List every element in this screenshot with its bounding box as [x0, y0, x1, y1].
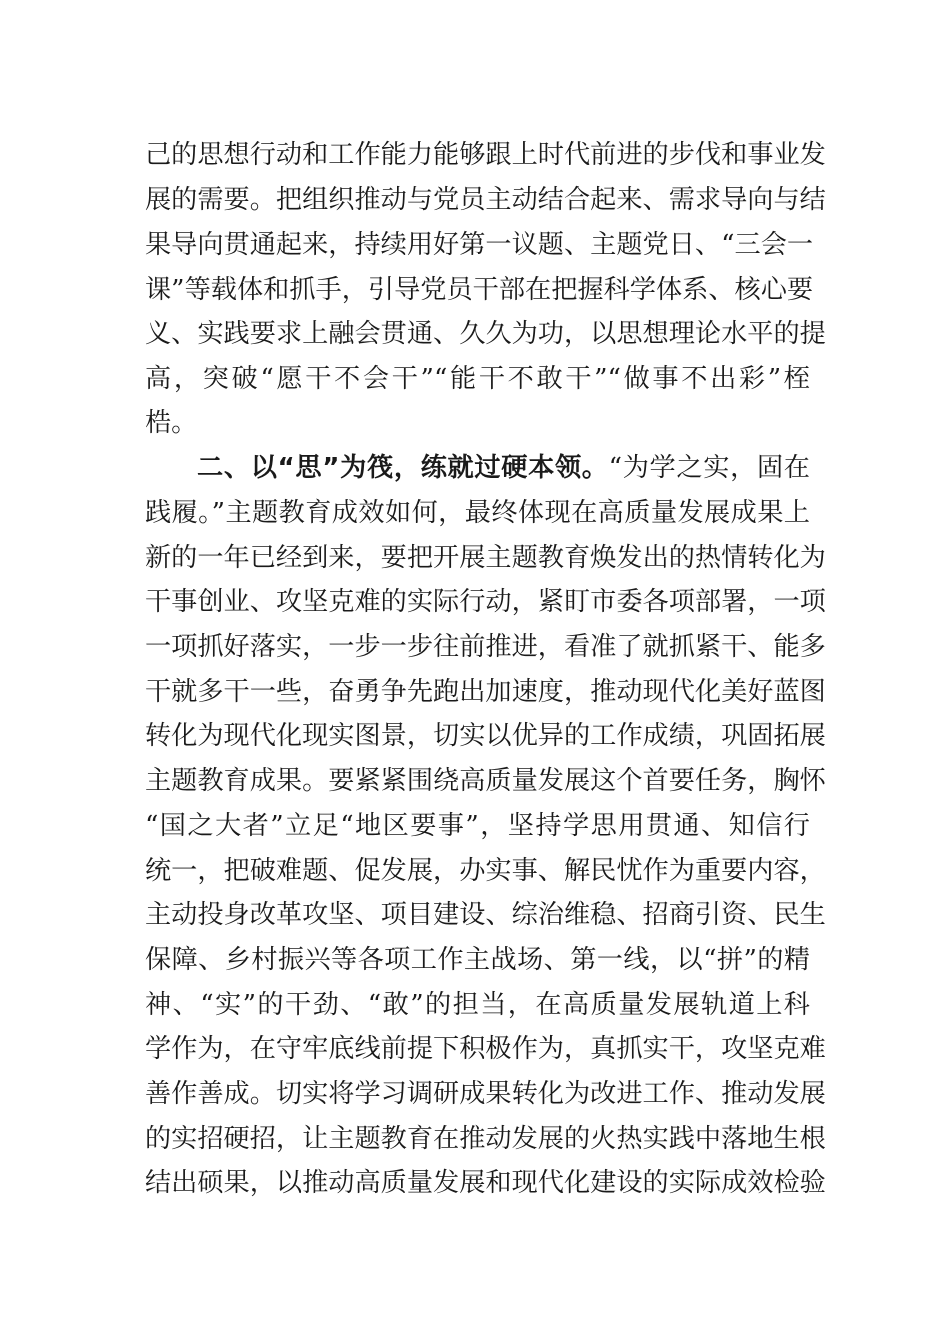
first-line-text: “为学之实，固在 [608, 453, 810, 483]
text-line: 结出硕果，以推动高质量发展和现代化建设的实际成效检验 [145, 1168, 826, 1198]
text-line: 统一，把破难题、促发展，办实事、解民忧作为重要内容， [145, 856, 826, 886]
text-line: 保障、乡村振兴等各项工作主战场、第一线，以“拼”的精 [145, 945, 810, 975]
text-line: 践履。”主题教育成效如何，最终体现在高质量发展成果上 [145, 498, 810, 528]
text-line: 己的思想行动和工作能力能够跟上时代前进的步伐和事业发 [145, 140, 826, 170]
text-line: 新的一年已经到来，要把开展主题教育焕发出的热情转化为 [145, 543, 826, 573]
text-line: 义、实践要求上融会贯通、久久为功，以思想理论水平的提 [145, 319, 826, 349]
text-line: 果导向贯通起来，持续用好第一议题、主题党日、“三会一 [145, 230, 814, 260]
text-line: 主题教育成果。要紧紧围绕高质量发展这个首要任务，胸怀 [145, 766, 826, 796]
text-line: 一项抓好落实，一步一步往前推进，看准了就抓紧干、能多 [145, 632, 826, 662]
text-line: 转化为现代化现实图景，切实以优异的工作成绩，巩固拓展 [145, 721, 826, 751]
section-heading: 二、以“思”为筏，练就过硬本领。 [197, 453, 609, 483]
text-line: 展的需要。把组织推动与党员主动结合起来、需求导向与结 [145, 185, 826, 215]
text-line: 学作为，在守牢底线前提下积极作为，真抓实干，攻坚克难 [145, 1034, 826, 1064]
text-line: 神、“实”的干劲、“敢”的担当，在高质量发展轨道上科 [145, 990, 810, 1020]
text-line: 善作善成。切实将学习调研成果转化为改进工作、推动发展 [145, 1079, 826, 1109]
text-line: 的实招硬招，让主题教育在推动发展的火热实践中落地生根 [145, 1124, 826, 1154]
text-line: 梏。 [145, 408, 198, 438]
text-line: 课”等载体和抓手，引导党员干部在把握科学体系、核心要 [145, 275, 814, 305]
text-line: 高，突破“愿干不会干”“能干不敢干”“做事不出彩”桎 [145, 364, 810, 394]
text-line: “国之大者”立足“地区要事”，坚持学思用贯通、知信行 [145, 811, 810, 841]
text-line: 主动投身改革攻坚、项目建设、综治维稳、招商引资、民生 [145, 900, 826, 930]
paragraph-first-line [197, 448, 810, 488]
text-line: 干事创业、攻坚克难的实际行动，紧盯市委各项部署，一项 [145, 587, 826, 617]
text-line: 干就多干一些，奋勇争先跑出加速度，推动现代化美好蓝图 [145, 677, 826, 707]
